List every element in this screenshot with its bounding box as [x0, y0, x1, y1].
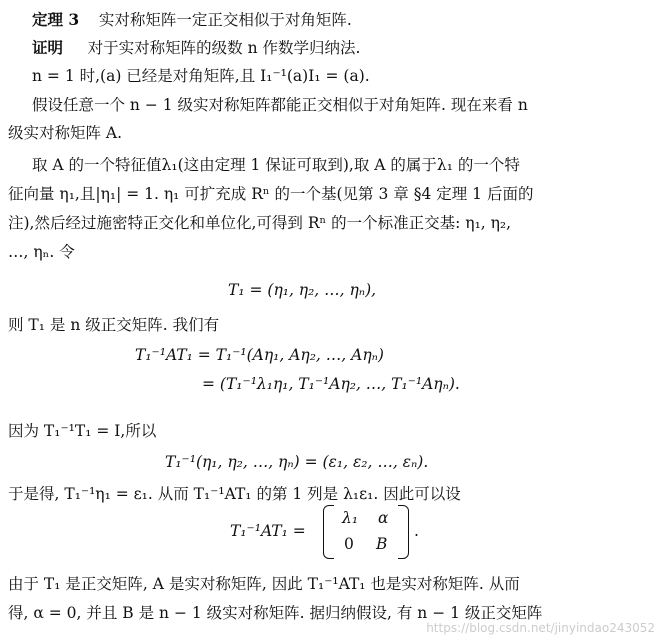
orthogonal-line: 则 T₁ 是 n 级正交矩阵. 我们有 [8, 316, 220, 334]
equation-similarity-1: T₁⁻¹AT₁ = T₁⁻¹(Aη₁, Aη₂, …, Aηₙ) [135, 346, 384, 364]
conclusion-line-1: 由于 T₁ 是正交矩阵, A 是实对称矩阵, 因此 T₁⁻¹AT₁ 也是实对称矩阵. 从而 [8, 575, 520, 593]
proof-intro: 对于实对称矩阵的级数 n 作数学归纳法. [87, 39, 361, 57]
matrix-cell-21: 0 [344, 535, 354, 553]
matrix-cell-11: λ₁ [342, 509, 359, 527]
eigen-line-4: …, ηₙ. 令 [8, 243, 75, 261]
block-matrix-equation [230, 505, 470, 559]
matrix-period: . [414, 522, 419, 540]
conclusion-line-2: 得, α = 0, 并且 B 是 n − 1 级实对称矩阵. 据归纳假设, 有 n − 1 级正交矩阵 [8, 604, 543, 622]
eigen-line-3: 注),然后经过施密特正交化和单位化,可得到 Rⁿ 的一个标准正交基: η₁, η₂, [8, 214, 512, 232]
matrix-cell-12: α [378, 509, 389, 527]
base-case-line: n = 1 时,(a) 已经是对角矩阵,且 I₁⁻¹(a)I₁ = (a). [32, 67, 370, 85]
watermark-url: https://blog.csdn.net/jinyindao243052 [426, 621, 655, 635]
hypothesis-line: 假设任意一个 n − 1 级实对称矩阵都能正交相似于对角矩阵. 现在来看 n [32, 96, 528, 114]
equation-t1: T₁ = (η₁, η₂, …, ηₙ), [228, 281, 377, 299]
eigen-line-2: 征向量 η₁,且|η₁| = 1. η₁ 可扩充成 Rⁿ 的一个基(见第 3 章 §4 定理 1 后面的 [8, 185, 534, 203]
matrix-lhs: T₁⁻¹AT₁ = [230, 522, 306, 540]
because-line: 因为 T₁⁻¹T₁ = I,所以 [8, 422, 157, 440]
theorem-label: 定理 3 [32, 10, 80, 29]
equation-similarity-2: = (T₁⁻¹λ₁η₁, T₁⁻¹Aη₂, …, T₁⁻¹Aηₙ). [202, 375, 460, 393]
column-line: 于是得, T₁⁻¹η₁ = ε₁. 从而 T₁⁻¹AT₁ 的第 1 列是 λ₁ε₁. 因此可以设 [8, 485, 461, 503]
matrix-left-bracket [323, 505, 334, 559]
matrix-right-bracket [398, 505, 409, 559]
eigen-line-1: 取 A 的一个特征值λ₁(这由定理 1 保证可取到),取 A 的属于λ₁ 的一个特 [32, 156, 520, 174]
equation-basis: T₁⁻¹(η₁, η₂, …, ηₙ) = (ε₁, ε₂, …, εₙ). [165, 453, 429, 471]
proof-heading [32, 38, 360, 58]
hypothesis-line-cont: 级实对称矩阵 A. [8, 124, 123, 142]
proof-label: 证明 [32, 38, 64, 57]
matrix-cell-22: B [376, 535, 388, 553]
theorem-statement: 实对称矩阵一定正交相似于对角矩阵. [98, 11, 352, 29]
theorem-heading [32, 10, 352, 30]
